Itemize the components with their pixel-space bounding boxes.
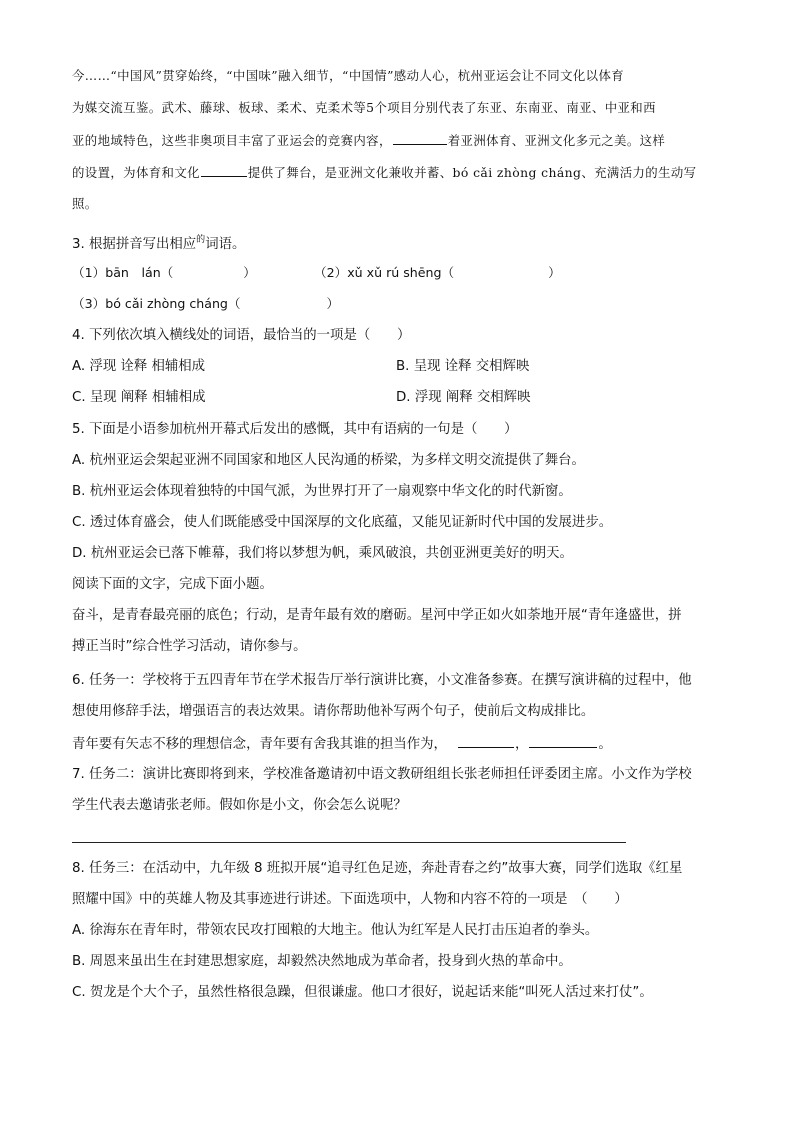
fill-blank-1[interactable] [393,131,447,145]
q5-option-b[interactable]: B. 杭州亚运会体现着独特的中国气派，为世界打开了一扇观察中华文化的时代新窗。 [72,484,572,499]
q4-option-b[interactable]: B. 呈现 诠释 交相辉映 [396,359,530,374]
q6-line-3 [72,734,612,754]
q3-item-1 [72,264,256,282]
q3-stem-part-b: 词语。 [205,237,246,252]
q3-stem-part-a: 3. 根据拼音写出相应 [72,237,197,252]
q7-line-2: 学生代表去邀请张老师。假如你是小文，你会怎么说呢？ [72,798,407,813]
q6-line-2: 想使用修辞手法，增强语言的表达效果。请你帮助他补写两个句子，使前后文构成排比。 [72,704,595,719]
q4-stem: 4. 下列依次填入横线处的词语，最恰当的一项是（ ） [72,328,411,343]
q8-option-b[interactable]: B. 周恩来虽出生在封建思想家庭，却毅然决然地成为革命者，投身到火热的革命中。 [72,954,572,969]
passage-line-4 [72,163,696,182]
q5-option-c[interactable]: C. 透过体育盛会，使人们既能感受中国深厚的文化底蕴，又能见证新时代中国的发展进步。 [72,515,613,530]
q3-item-3-label: （3）bó cǎi zhòng cháng（ [72,296,241,311]
q3-item-1-label: （1）bān lán（ [72,265,174,280]
q4-option-d[interactable]: D. 浮现 阐释 交相辉映 [396,390,531,405]
q6-period: 。 [598,737,612,752]
q5-stem: 5. 下面是小语参加杭州开幕式后发出的感慨，其中有语病的一句是（ ） [72,422,518,437]
passage-line-4-b: 提供了舞台，是亚洲文化兼收并蓄、bó cǎi zhòng cháng、充满活力的生动写 [247,165,697,180]
q6-sentence: 青年要有矢志不移的理想信念，青年要有舍我其谁的担当作为， [72,737,447,752]
q8-line-2: 照耀中国》中的英雄人物及其事迹进行讲述。下面选项中，人物和内容不符的一项是 （ ） [72,892,628,907]
reading-intro: 阅读下面的文字，完成下面小题。 [72,577,273,592]
q3-item-3-close: ） [326,296,340,311]
q3-item-1-close: ） [243,265,256,280]
passage-line-1: 今……“中国风”贯穿始终，“中国味”融入细节，“中国情”感动人心，杭州亚运会让不同文化以体育 [72,68,625,83]
q4-option-c[interactable]: C. 呈现 阐释 相辅相成 [72,390,206,405]
q8-line-1: 8. 任务三：在活动中，九年级 8 班拟开展“追寻红色足迹，奔赴青春之约”故事大赛，同学们选取《红星 [72,861,683,876]
q5-option-d[interactable]: D. 杭州亚运会已落下帷幕，我们将以梦想为帆，乘风破浪，共创亚洲更美好的明天。 [72,546,573,561]
q3-item-2 [314,264,561,282]
q6-comma: ， [514,737,529,752]
fill-blank-2[interactable] [201,163,247,177]
reading-paragraph-line-2: 搏正当时”综合性学习活动，请你参与。 [72,639,307,654]
q3-stem [72,231,245,254]
q6-line-1: 6. 任务一：学校将于五四青年节在学术报告厅举行演讲比赛，小文准备参赛。在撰写演讲稿的过程中，他 [72,673,692,688]
passage-line-4-a: 的设置，为体育和文化 [72,165,200,180]
q7-answer-line[interactable] [72,842,626,843]
reading-paragraph-line-1: 奋斗，是青春最亮丽的底色；行动，是青年最有效的磨砺。星河中学正如火如荼地开展“青年逢盛世，拼 [72,608,682,623]
q3-item-3 [72,295,339,313]
passage-line-2: 为媒交流互鉴。武术、藤球、板球、柔术、克柔术等5个项目分别代表了东亚、东南亚、南亚、中亚和西 [72,100,656,115]
q7-line-1: 7. 任务二：演讲比赛即将到来，学校准备邀请初中语文教研组组长张老师担任评委团主席。小文作为学校 [72,767,692,782]
q6-blank-2[interactable] [529,734,597,748]
passage-line-3-a: 亚的地域特色，这些非奥项目丰富了亚运会的竞赛内容， [72,133,392,148]
q4-option-a[interactable]: A. 浮现 诠释 相辅相成 [72,359,206,374]
q3-item-2-label: （2）xǔ xǔ rú shēng（ [314,265,455,280]
passage-line-3 [72,131,665,150]
passage-line-5: 照。 [72,196,98,211]
q5-option-a[interactable]: A. 杭州亚运会架起亚洲不同国家和地区人民沟通的桥梁，为多样文明交流提供了舞台。 [72,453,585,468]
passage-line-3-b: 着亚洲体育、亚洲文化多元之美。这样 [447,133,666,148]
q8-option-c[interactable]: C. 贺龙是个大个子，虽然性格很急躁，但很谦虚。他口才很好，说起话来能“叫死人活过来打仗”。 [72,985,653,1000]
q3-stem-mark: 的 [196,235,206,245]
q3-item-2-close: ） [548,265,561,280]
q8-option-a[interactable]: A. 徐海东在青年时，带领农民攻打囤粮的大地主。他认为红军是人民打击压迫者的拳头。 [72,923,599,938]
q6-blank-1[interactable] [458,734,514,748]
